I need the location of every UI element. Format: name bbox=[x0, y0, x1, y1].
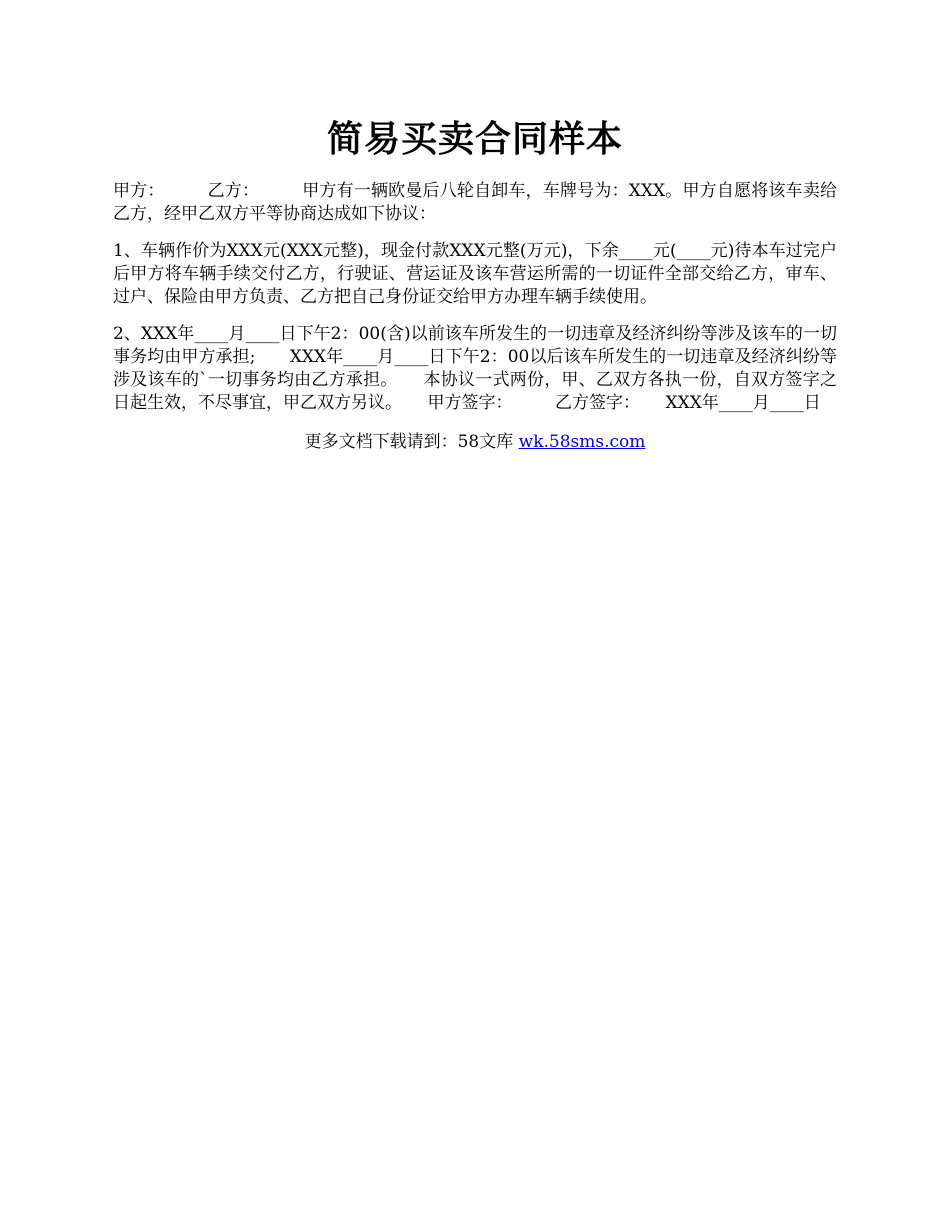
footer-text: 更多文档下载请到：58文库 bbox=[304, 432, 519, 452]
footer-note bbox=[113, 429, 837, 455]
paragraph-parties: 甲方： 乙方： 甲方有一辆欧曼后八轮自卸车，车牌号为：XXX。甲方自愿将该车卖给乙方，经甲乙双方平等协商达成如下协议： bbox=[113, 181, 837, 224]
paragraph-clause-1: 1、车辆作价为XXX元(XXX元整)，现金付款XXX元整(万元)，下余____元(____元)待本车过完户后甲方将车辆手续交付乙方，行驶证、营运证及该车营运所需的一切证件全部交给乙方，审车、过户、保险由甲方负责、乙方把自己身份证交给甲方办理车辆手续使用。 bbox=[113, 241, 837, 307]
document-title: 简易买卖合同样本 bbox=[326, 118, 623, 160]
footer-link[interactable]: wk.58sms.com bbox=[518, 432, 646, 452]
paragraph-clause-2: 2、XXX年____月____日下午2：00(含)以前该车所发生的一切违章及经济纠纷等涉及该车的一切事务均由甲方承担; XXX年____月____日下午2：00以后该车所发生的一切违章及经济纠纷等涉及该车的`一切事务均由乙方承担。 本协议一式两份，甲、乙双方各执一份，自双方签字之日起生效，不尽事宜，甲乙双方另议。 甲方签字： 乙方签字： XXX年____月____日 bbox=[113, 324, 837, 413]
document-page bbox=[113, 0, 837, 455]
